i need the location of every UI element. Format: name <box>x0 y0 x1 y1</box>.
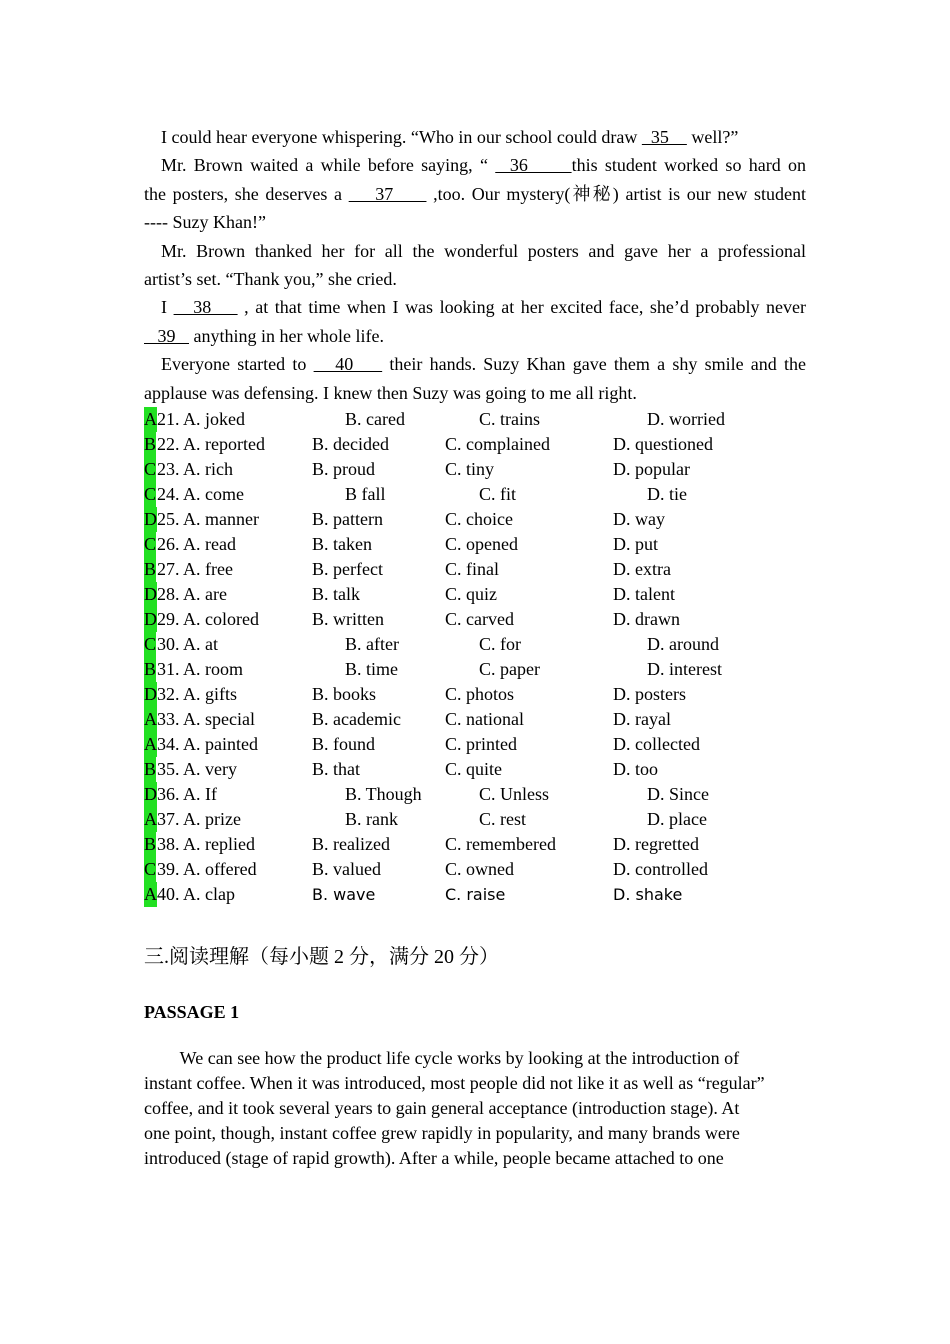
answer-highlight: B <box>144 832 156 857</box>
answer-highlight: D <box>144 507 157 532</box>
passage-line: instant coffee. When it was introduced, most people did not like it as well as “regular” <box>144 1073 765 1093</box>
question-option-c: C. national <box>445 709 524 729</box>
question-row <box>144 732 844 757</box>
question-option-d: D. popular <box>613 459 690 479</box>
question-option-b: B. talk <box>312 584 360 604</box>
question-row <box>144 782 844 807</box>
question-option-b: B. taken <box>312 534 372 554</box>
question-option-b: B. rank <box>345 809 398 829</box>
story-line <box>144 265 806 293</box>
answer-highlight: B <box>144 432 156 457</box>
question-option-c: C. quiz <box>445 584 497 604</box>
question-option-c: C. quite <box>445 759 502 779</box>
question-option-d: D. interest <box>647 659 722 679</box>
question-option-d: D. questioned <box>613 434 713 454</box>
question-option-c: C. rest <box>479 809 526 829</box>
question-row <box>144 632 844 657</box>
question-option-c: C. paper <box>479 659 540 679</box>
question-option-d: D. drawn <box>613 609 680 629</box>
story-line <box>144 208 806 236</box>
answer-highlight: A <box>144 407 157 432</box>
question-option-a: 38. A. replied <box>157 834 255 854</box>
passage-line: We can see how the product life cycle works by looking at the introduction of <box>144 1048 740 1068</box>
answer-highlight: B <box>144 757 156 782</box>
question-row <box>144 582 844 607</box>
answer-blank: 38 <box>173 297 238 318</box>
question-option-b: B. that <box>312 759 360 779</box>
question-row <box>144 507 844 532</box>
text-segment: I could hear everyone whispering. “Who in our school could draw <box>161 127 642 147</box>
question-option-c: C. owned <box>445 859 514 879</box>
answer-highlight: C <box>144 457 156 482</box>
question-option-c: C. tiny <box>445 459 495 479</box>
question-option-d: D. talent <box>613 584 675 604</box>
question-option-a: 37. A. prize <box>157 809 241 829</box>
question-option-a: 28. A. are <box>157 584 227 604</box>
answer-highlight: D <box>144 682 157 707</box>
question-option-b: B. pattern <box>312 509 383 529</box>
story-line <box>144 180 806 208</box>
question-option-a: 30. A. at <box>157 634 218 654</box>
text-segment: ,too. Our mystery(神秘) artist is our new student <box>426 183 806 204</box>
question-option-d: D. around <box>647 634 719 654</box>
question-option-a: 40. A. clap <box>157 884 235 904</box>
answer-blank: 37 <box>348 183 427 204</box>
question-option-a: 21. A. joked <box>157 409 245 429</box>
question-option-b: B. Though <box>345 784 422 804</box>
question-option-c: C. opened <box>445 534 518 554</box>
question-option-c: C. complained <box>445 434 550 454</box>
passage-line: one point, though, instant coffee grew rapidly in popularity, and many brands were <box>144 1123 740 1143</box>
question-option-d: D. tie <box>647 484 687 504</box>
text-segment: applause was defensing. I knew then Suzy was going to me all right. <box>144 382 637 403</box>
question-row <box>144 832 844 857</box>
question-row <box>144 432 844 457</box>
question-option-a: 27. A. free <box>157 559 233 579</box>
question-option-b: B. perfect <box>312 559 383 579</box>
question-row <box>144 532 844 557</box>
question-row <box>144 807 844 832</box>
text-segment: anything in her whole life. <box>189 325 384 346</box>
question-option-d: D. shake <box>613 885 683 904</box>
question-option-b: B. valued <box>312 859 381 879</box>
answer-highlight: B <box>144 657 156 682</box>
question-option-b: B. written <box>312 609 384 629</box>
answer-blank: 39 <box>144 325 189 346</box>
text-segment: artist’s set. “Thank you,” she cried. <box>144 269 397 289</box>
story-line <box>161 237 806 265</box>
story-line <box>161 123 806 151</box>
passage-line: introduced (stage of rapid growth). After a while, people became attached to one <box>144 1148 724 1168</box>
question-option-d: D. controlled <box>613 859 708 879</box>
question-option-b: B. decided <box>312 434 389 454</box>
text-segment: the posters, she deserves a <box>144 183 349 204</box>
answer-highlight: A <box>144 707 157 732</box>
text-segment: well?” <box>686 127 739 147</box>
section-heading: 三.阅读理解（每小题 2 分，满分 20 分） <box>144 946 499 968</box>
passage-line: coffee, and it took several years to gain general acceptance (introduction stage). At <box>144 1098 740 1118</box>
question-option-b: B. time <box>345 659 398 679</box>
question-option-d: D. collected <box>613 734 700 754</box>
answer-highlight: C <box>144 532 156 557</box>
question-option-c: C. printed <box>445 734 517 754</box>
question-option-b: B. realized <box>312 834 390 854</box>
answer-highlight: A <box>144 732 157 757</box>
question-option-a: 34. A. painted <box>157 734 258 754</box>
question-option-b: B. cared <box>345 409 405 429</box>
answer-highlight: D <box>144 782 157 807</box>
question-option-d: D. rayal <box>613 709 671 729</box>
question-row <box>144 482 844 507</box>
question-option-a: 29. A. colored <box>157 609 259 629</box>
answer-highlight: A <box>144 807 157 832</box>
question-option-a: 22. A. reported <box>157 434 265 454</box>
question-option-a: 39. A. offered <box>157 859 257 879</box>
answer-blank: 35 <box>641 127 687 147</box>
question-row <box>144 607 844 632</box>
question-option-b: B. wave <box>312 885 376 904</box>
question-option-a: 24. A. come <box>157 484 244 504</box>
question-row <box>144 557 844 582</box>
question-option-a: 26. A. read <box>157 534 236 554</box>
question-option-c: C. raise <box>445 885 506 904</box>
question-row <box>144 707 844 732</box>
question-option-b: B. academic <box>312 709 401 729</box>
question-option-d: D. regretted <box>613 834 699 854</box>
question-option-d: D. put <box>613 534 658 554</box>
question-row <box>144 682 844 707</box>
question-row <box>144 457 844 482</box>
question-row <box>144 657 844 682</box>
answer-highlight: C <box>144 482 156 507</box>
question-option-d: D. posters <box>613 684 686 704</box>
story-line <box>161 350 806 378</box>
text-segment: , at that time when I was looking at her excited face, she’d probably never <box>237 297 806 318</box>
text-segment: Everyone started to <box>161 354 314 375</box>
question-option-c: C. choice <box>445 509 513 529</box>
question-option-d: D. place <box>647 809 707 829</box>
answer-highlight: A <box>144 882 157 907</box>
question-option-c: C. Unless <box>479 784 550 804</box>
question-option-c: C. for <box>479 634 521 654</box>
question-row <box>144 757 844 782</box>
question-option-a: 36. A. If <box>157 784 217 804</box>
text-segment: their hands. Suzy Khan gave them a shy smile and the <box>382 354 806 375</box>
passage-title: PASSAGE 1 <box>144 1002 240 1022</box>
text-segment: this student worked so hard on <box>571 155 807 176</box>
answer-highlight: C <box>144 632 156 657</box>
question-option-b: B fall <box>345 484 386 504</box>
question-option-d: D. extra <box>613 559 671 579</box>
question-option-b: B. books <box>312 684 377 704</box>
answer-highlight: D <box>144 582 157 607</box>
story-line <box>144 379 806 407</box>
question-option-b: B. after <box>345 634 399 654</box>
answer-blank: 40 <box>313 354 383 375</box>
question-option-b: B. found <box>312 734 375 754</box>
answer-highlight: C <box>144 857 156 882</box>
question-option-d: D. way <box>613 509 665 529</box>
question-option-c: C. carved <box>445 609 514 629</box>
answer-highlight: D <box>144 607 157 632</box>
question-option-c: C. remembered <box>445 834 556 854</box>
question-option-a: 35. A. very <box>157 759 237 779</box>
question-option-d: D. Since <box>647 784 709 804</box>
question-option-d: D. too <box>613 759 658 779</box>
question-option-c: C. trains <box>479 409 540 429</box>
answer-blank: 36 <box>495 155 572 176</box>
question-option-a: 31. A. room <box>157 659 244 679</box>
story-line <box>161 293 806 321</box>
question-option-a: 33. A. special <box>157 709 255 729</box>
text-segment: ---- Suzy Khan!” <box>144 212 266 233</box>
text-segment: Mr. Brown thanked her for all the wonderful posters and gave her a professional <box>161 240 806 261</box>
question-option-a: 25. A. manner <box>157 509 259 529</box>
question-row <box>144 857 844 882</box>
question-option-a: 23. A. rich <box>157 459 233 479</box>
question-option-c: C. final <box>445 559 499 579</box>
question-option-c: C. fit <box>479 484 517 504</box>
question-row <box>144 407 844 432</box>
story-line <box>161 151 806 179</box>
text-segment: I <box>161 297 174 318</box>
question-option-d: D. worried <box>647 409 725 429</box>
question-option-a: 32. A. gifts <box>157 684 238 704</box>
text-segment: Mr. Brown waited a while before saying, “ <box>161 155 496 176</box>
question-option-b: B. proud <box>312 459 375 479</box>
answer-highlight: B <box>144 557 156 582</box>
question-option-c: C. photos <box>445 684 515 704</box>
question-row <box>144 882 844 907</box>
story-line <box>144 322 806 350</box>
